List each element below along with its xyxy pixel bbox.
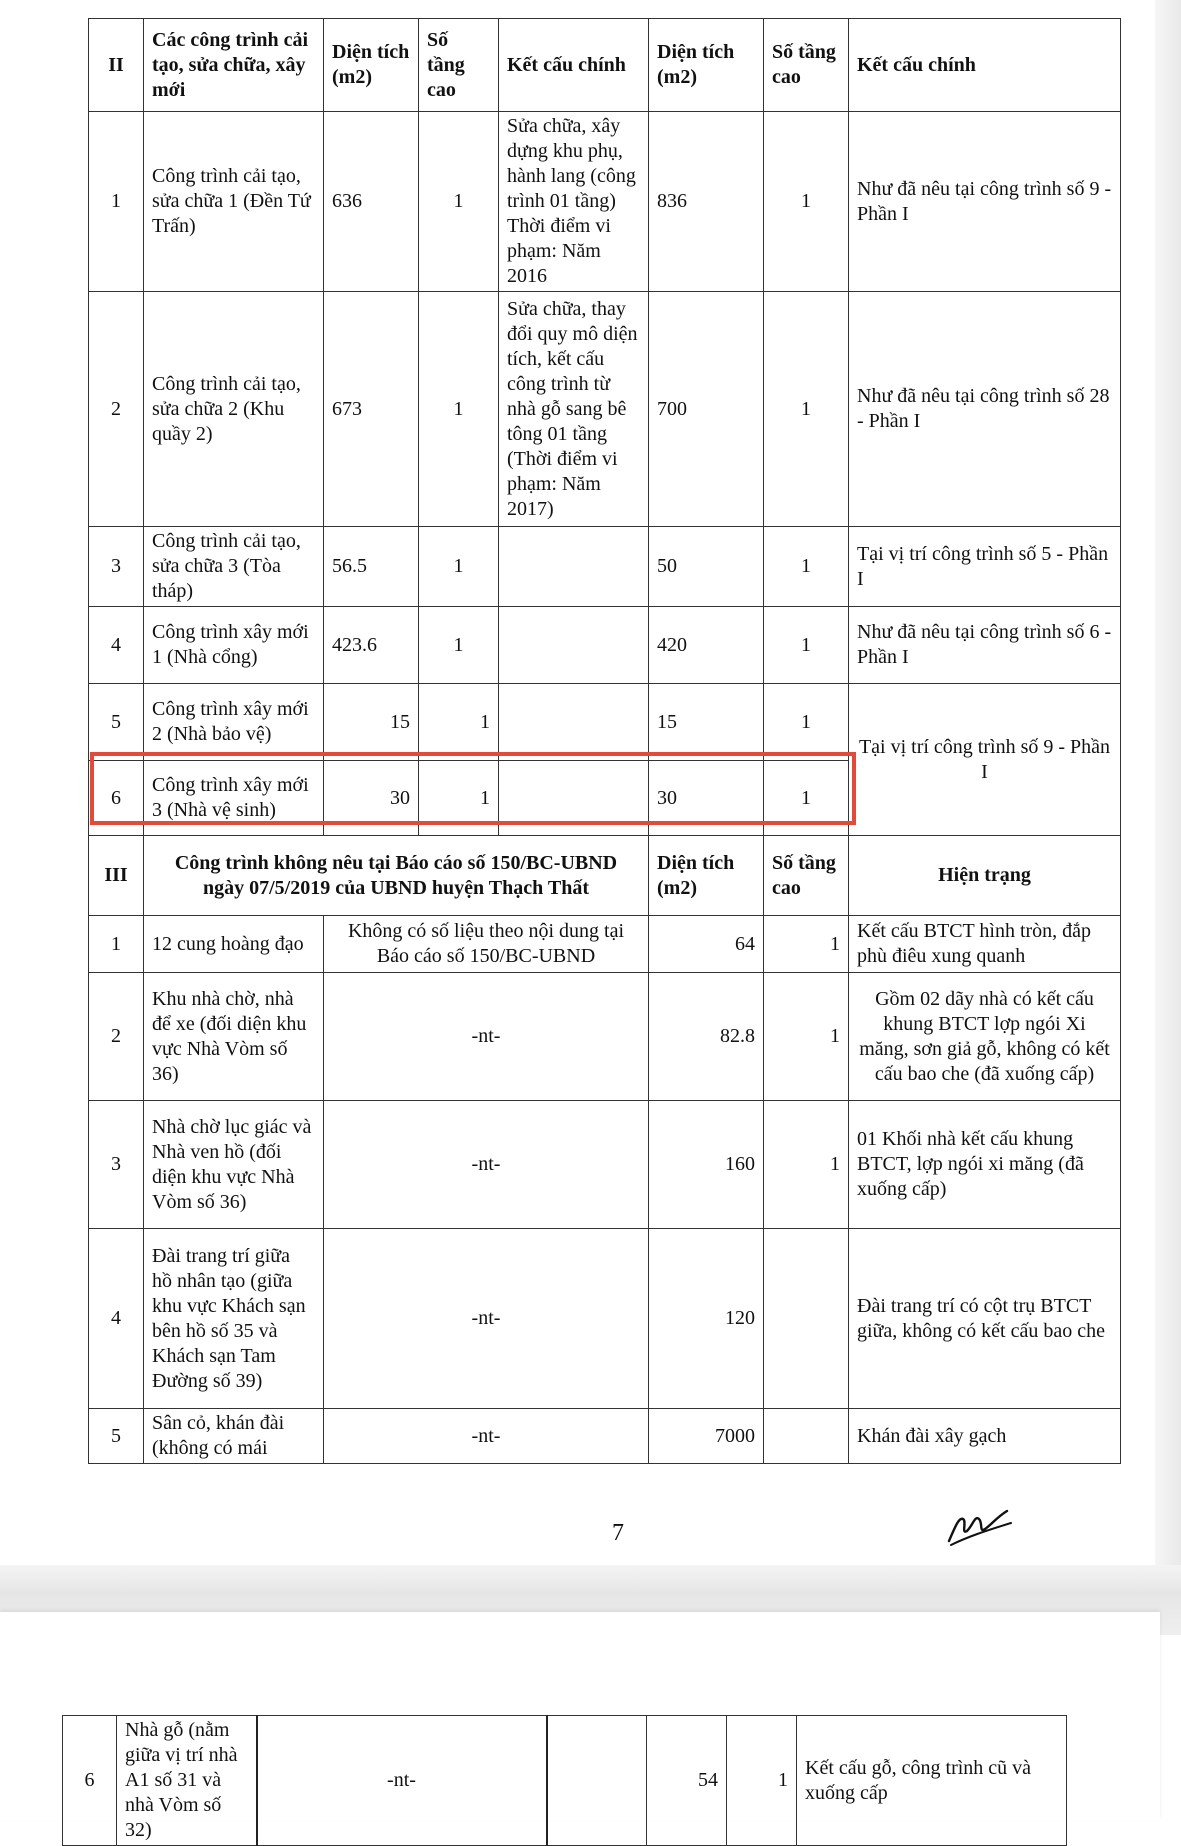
table-row xyxy=(89,527,1121,607)
page-number: 7 xyxy=(612,1520,624,1546)
header-floors: Số tầng cao xyxy=(764,836,849,916)
row-floors-2: 1 xyxy=(764,607,849,684)
row-status: Gồm 02 dãy nhà có kết cấu khung BTCT lợp ngói Xi măng, sơn giả gỗ, không có kết cấu bao che (đã xuống cấp) xyxy=(849,973,1121,1101)
header-area: Diện tích (m2) xyxy=(649,836,764,916)
row-floors-2: 1 xyxy=(764,684,849,761)
row-area: 30 xyxy=(324,761,419,836)
row-structure: Sửa chữa, thay đổi quy mô diện tích, kết cấu công trình từ nhà gỗ sang bê tông 01 tầng (Thời điểm vi phạm: Năm 2017) xyxy=(499,292,649,527)
row-num: 4 xyxy=(89,607,144,684)
row-name: Khu nhà chờ, nhà để xe (đối diện khu vực Nhà Vòm số 36) xyxy=(144,973,324,1101)
row-name: Công trình xây mới 2 (Nhà bảo vệ) xyxy=(144,684,324,761)
row-floors: 1 xyxy=(419,607,499,684)
row-floors-2: 1 xyxy=(764,112,849,292)
header-area-2: Diện tích (m2) xyxy=(649,19,764,112)
row-num: 2 xyxy=(89,973,144,1101)
row-structure: Sửa chữa, xây dựng khu phụ, hành lang (công trình 01 tầng) Thời điểm vi phạm: Năm 2016 xyxy=(499,112,649,292)
header-num: II xyxy=(89,19,144,112)
row-structure-2: Như đã nêu tại công trình số 6 - Phần I xyxy=(849,607,1121,684)
row-structure-2: Tại vị trí công trình số 5 - Phần I xyxy=(849,527,1121,607)
section-3-header-row xyxy=(89,836,1121,916)
page-edge-shadow xyxy=(1155,0,1181,1586)
row-num: 4 xyxy=(89,1229,144,1409)
row-floors: 1 xyxy=(419,684,499,761)
row-note: -nt- xyxy=(324,1409,649,1464)
continued-table xyxy=(62,1715,1067,1846)
row-area: 423.6 xyxy=(324,607,419,684)
section-2-header-row xyxy=(89,19,1121,112)
row-num: 2 xyxy=(89,292,144,527)
table-row xyxy=(89,1229,1121,1409)
signature-mark xyxy=(945,1497,1015,1547)
row-floors: 1 xyxy=(764,1101,849,1229)
row-status: Khán đài xây gạch xyxy=(849,1409,1121,1464)
row-area: 7000 xyxy=(649,1409,764,1464)
row-area-2: 50 xyxy=(649,527,764,607)
row-name: Nhà gỗ (nằm giữa vị trí nhà A1 số 31 và nhà Vòm số 32) xyxy=(117,1716,257,1846)
header-structure: Kết cấu chính xyxy=(499,19,649,112)
row-floors-2: 1 xyxy=(764,292,849,527)
row-name: Nhà chờ lục giác và Nhà ven hồ (đối diện khu vực Nhà Vòm số 36) xyxy=(144,1101,324,1229)
row-area-2: 836 xyxy=(649,112,764,292)
header-status: Hiện trạng xyxy=(849,836,1121,916)
row-floors: 1 xyxy=(727,1716,797,1846)
row-empty-cell xyxy=(547,1716,647,1846)
row-floors: 1 xyxy=(419,112,499,292)
row-area-2: 700 xyxy=(649,292,764,527)
header-area: Diện tích (m2) xyxy=(324,19,419,112)
row-structure xyxy=(499,684,649,761)
table-row xyxy=(89,684,1121,761)
row-area-2: 15 xyxy=(649,684,764,761)
row-structure xyxy=(499,527,649,607)
row-area-2: 420 xyxy=(649,607,764,684)
row-name: Công trình xây mới 1 (Nhà cổng) xyxy=(144,607,324,684)
header-floors-2: Số tầng cao xyxy=(764,19,849,112)
row-num: 1 xyxy=(89,112,144,292)
table-row xyxy=(89,973,1121,1101)
row-note: Không có số liệu theo nội dung tại Báo cáo số 150/BC-UBND xyxy=(324,916,649,973)
row-num: 1 xyxy=(89,916,144,973)
row-note: -nt- xyxy=(324,1101,649,1229)
row-floors-2: 1 xyxy=(764,761,849,836)
row-num: 5 xyxy=(89,1409,144,1464)
row-note: -nt- xyxy=(257,1716,547,1846)
row-num: 6 xyxy=(63,1716,117,1846)
row-floors: 1 xyxy=(764,973,849,1101)
row-num: 3 xyxy=(89,527,144,607)
row-num: 6 xyxy=(89,761,144,836)
row-status: Kết cấu gỗ, công trình cũ và xuống cấp xyxy=(797,1716,1067,1846)
row-area: 120 xyxy=(649,1229,764,1409)
row-area: 82.8 xyxy=(649,973,764,1101)
row-name: Công trình cải tạo, sửa chữa 3 (Tòa tháp) xyxy=(144,527,324,607)
row-area: 636 xyxy=(324,112,419,292)
table-row xyxy=(89,112,1121,292)
row-area-2: 30 xyxy=(649,761,764,836)
row-floors xyxy=(764,1229,849,1409)
row-structure xyxy=(499,761,649,836)
row-area: 64 xyxy=(649,916,764,973)
row-structure-2: Như đã nêu tại công trình số 28 - Phần I xyxy=(849,292,1121,527)
row-floors-2: 1 xyxy=(764,527,849,607)
table-row xyxy=(89,1101,1121,1229)
row-area: 160 xyxy=(649,1101,764,1229)
header-name: Các công trình cải tạo, sửa chữa, xây mới xyxy=(144,19,324,112)
row-status: 01 Khối nhà kết cấu khung BTCT, lợp ngói xi măng (đã xuống cấp) xyxy=(849,1101,1121,1229)
row-status: Kết cấu BTCT hình tròn, đắp phù điêu xung quanh xyxy=(849,916,1121,973)
header-floors: Số tầng cao xyxy=(419,19,499,112)
row-note: -nt- xyxy=(324,973,649,1101)
table-row xyxy=(89,607,1121,684)
row-name: Công trình cải tạo, sửa chữa 1 (Đền Tứ Trấn) xyxy=(144,112,324,292)
row-name: Đài trang trí giữa hồ nhân tạo (giữa khu vực Khách sạn bên hồ số 35 và Khách sạn Tam Đường số 39) xyxy=(144,1229,324,1409)
row-structure-2-merged: Tại vị trí công trình số 9 - Phần I xyxy=(849,684,1121,836)
row-floors: 1 xyxy=(419,527,499,607)
table-row xyxy=(63,1716,1067,1846)
row-structure xyxy=(499,607,649,684)
row-name: Công trình xây mới 3 (Nhà vệ sinh) xyxy=(144,761,324,836)
row-floors xyxy=(764,1409,849,1464)
construction-table xyxy=(88,18,1121,1464)
row-status: Đài trang trí có cột trụ BTCT giữa, không có kết cấu bao che xyxy=(849,1229,1121,1409)
table-row xyxy=(89,916,1121,973)
row-area: 15 xyxy=(324,684,419,761)
row-area: 56.5 xyxy=(324,527,419,607)
row-num: 3 xyxy=(89,1101,144,1229)
row-note: -nt- xyxy=(324,1229,649,1409)
table-row xyxy=(89,1409,1121,1464)
row-area: 54 xyxy=(647,1716,727,1846)
row-area: 673 xyxy=(324,292,419,527)
row-floors: 1 xyxy=(419,292,499,527)
row-num: 5 xyxy=(89,684,144,761)
row-floors: 1 xyxy=(764,916,849,973)
header-name: Công trình không nêu tại Báo cáo số 150/BC-UBND ngày 07/5/2019 của UBND huyện Thạch Thất xyxy=(144,836,649,916)
row-name: Sân cỏ, khán đài (không có mái xyxy=(144,1409,324,1464)
header-num: III xyxy=(89,836,144,916)
header-structure-2: Kết cấu chính xyxy=(849,19,1121,112)
row-structure-2: Như đã nêu tại công trình số 9 - Phần I xyxy=(849,112,1121,292)
row-floors: 1 xyxy=(419,761,499,836)
row-name: Công trình cải tạo, sửa chữa 2 (Khu quầy 2) xyxy=(144,292,324,527)
row-name: 12 cung hoàng đạo xyxy=(144,916,324,973)
table-row xyxy=(89,292,1121,527)
